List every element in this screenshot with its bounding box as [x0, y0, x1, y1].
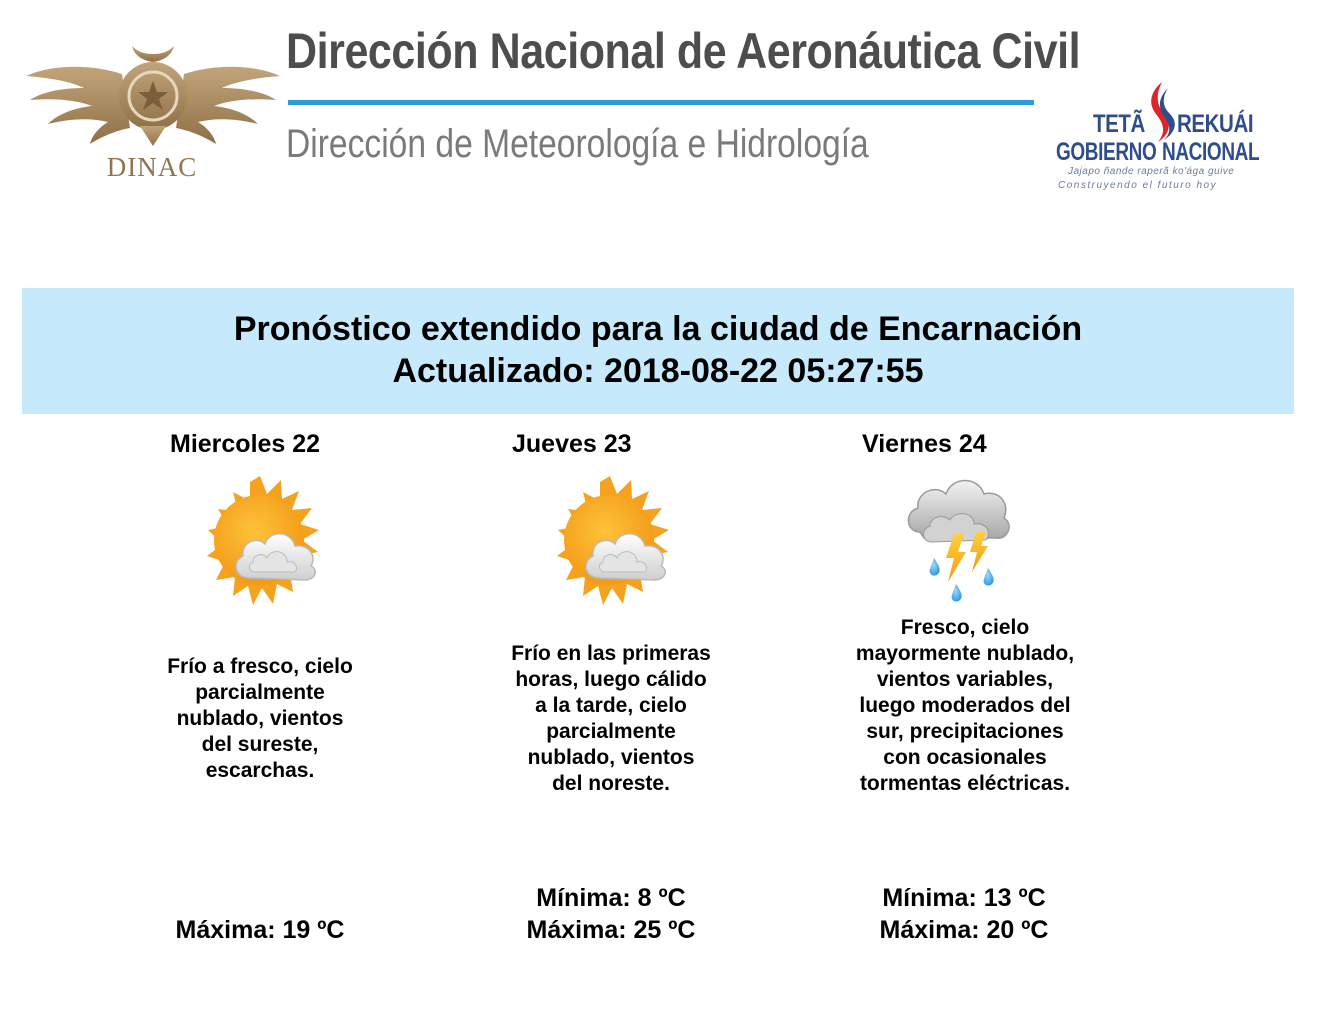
gov-logo-tagline-spanish: Construyendo el futuro hoy	[1058, 180, 1218, 191]
day-name: Viernes 24	[862, 430, 987, 458]
forecast-banner	[22, 288, 1294, 414]
gov-logo-gobierno: GOBIERNO	[1056, 138, 1157, 166]
day-name: Miercoles 22	[170, 430, 321, 458]
thunderstorm-rain-icon	[906, 474, 1012, 608]
gov-logo-nacional: NACIONAL	[1162, 138, 1260, 166]
min-temperature: Mínima: 8 ºC	[536, 884, 686, 912]
forecast-description: Frío en las primeras horas, luego cálido a la tarde, cielo parcialmente nublado, vientos del noreste.	[511, 642, 711, 795]
forecast-description: Fresco, cielo mayormente nublado, vientos variables, luego moderados del sur, precipitaciones con ocasionales tormentas eléctricas.	[855, 616, 1075, 795]
gov-logo-tagline-guarani: Jajapo ñande raperã ko'ága guive	[1068, 166, 1235, 177]
min-temperature: Mínima: 13 ºC	[882, 884, 1046, 912]
dinac-logo-text: DINAC	[106, 152, 198, 182]
title-divider	[288, 100, 1034, 105]
gov-logo-rekuai: REKUÁI	[1177, 110, 1254, 138]
day-name: Jueves 23	[512, 430, 632, 458]
max-temperature: Máxima: 20 ºC	[879, 916, 1049, 944]
max-temperature: Máxima: 19 ºC	[175, 916, 345, 944]
max-temperature: Máxima: 25 ºC	[526, 916, 696, 944]
sun-cloud-icon	[543, 474, 677, 608]
org-title: Dirección Nacional de Aeronáutica Civil	[286, 23, 1081, 79]
forecast-title: Pronóstico extendido para la ciudad de Encarnación	[233, 310, 1083, 348]
forecast-updated-timestamp: Actualizado: 2018-08-22 05:27:55	[392, 352, 924, 390]
forecast-description: Frío a fresco, cielo parcialmente nublado, vientos del sureste, escarchas.	[167, 655, 353, 782]
org-subtitle: Dirección de Meteorología e Hidrología	[286, 122, 869, 166]
gov-logo-teta: TETÃ	[1093, 110, 1145, 138]
sun-cloud-icon	[193, 474, 327, 608]
